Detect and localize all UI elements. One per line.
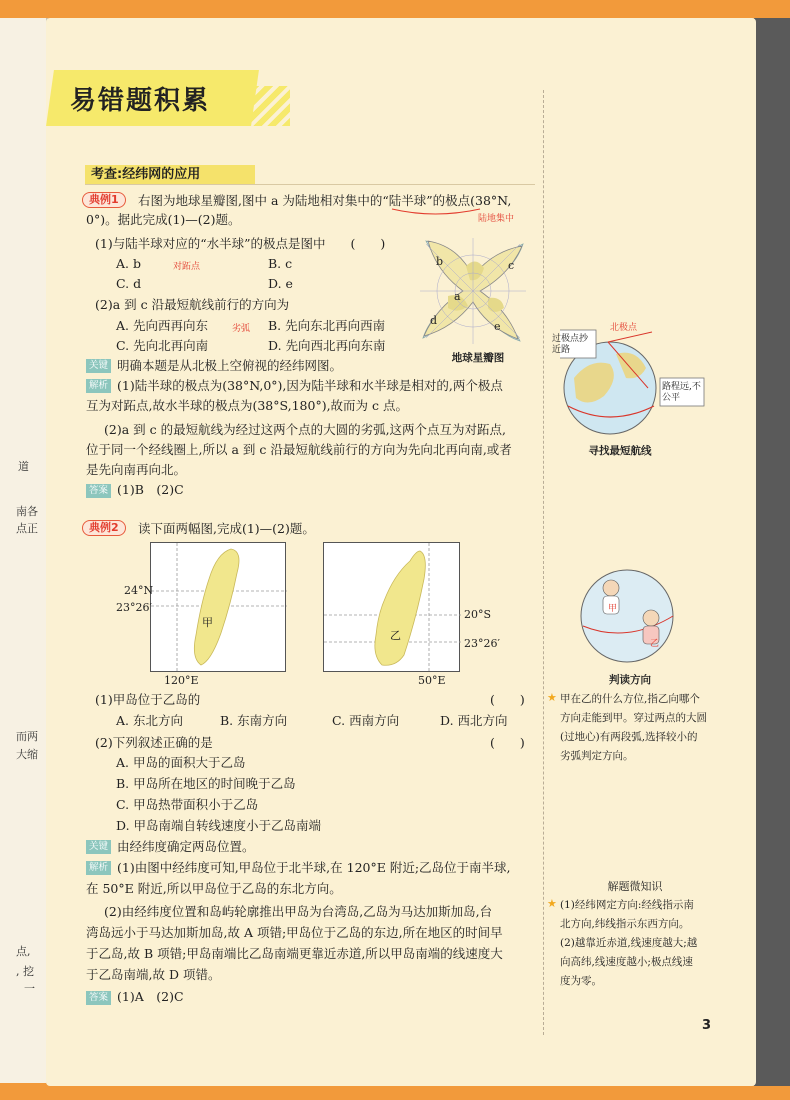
- map2-lat-20s: 20°S: [464, 608, 492, 621]
- shortest-route-caption: 寻找最短航线: [588, 445, 652, 457]
- ex2-q2-paren: ( ): [490, 735, 525, 750]
- ex2-q2-opt-c: C. 甲岛热带面积小于乙岛: [116, 797, 259, 812]
- map2-label-yi: 乙: [390, 629, 401, 642]
- answer-tag-2: 答案: [86, 991, 111, 1005]
- direction-reading-illustration: [575, 566, 685, 666]
- topic-label: 考查:经纬网的应用: [85, 165, 255, 185]
- map1-lon-120e: 120°E: [164, 674, 199, 687]
- ex2-q1-opt-b: B. 东南方向: [220, 713, 288, 728]
- left-fragment: 点,: [16, 945, 31, 958]
- ex1-q1-opt-c: C. d: [116, 276, 142, 291]
- ex1-analysis-line: 互为对跖点,故水半球的极点为(38°S,180°),故而为 c 点。: [86, 398, 409, 413]
- example-1-badge: 典例1: [82, 192, 126, 208]
- header-stripes: [230, 86, 290, 126]
- ex1-q2-opt-c: C. 先向北再向南: [116, 338, 209, 353]
- ex1-q2-opt-b: B. 先向东北再向西南: [268, 318, 386, 333]
- star-icon: ★: [547, 691, 557, 704]
- map-label-d: d: [430, 314, 438, 327]
- map1-label-jia: 甲: [202, 616, 213, 629]
- ex2-analysis-line: 湾岛远小于马达加斯加岛,故 A 项错;甲岛位于乙岛的东边,所在地区的时间早: [86, 925, 503, 940]
- left-fragment: 而两: [16, 730, 38, 743]
- ex2-q1-opt-a: A. 东北方向: [116, 713, 183, 728]
- ex1-q2: (2)a 到 c 沿最短航线前行的方向为: [95, 297, 290, 312]
- tip-line: (过地心)有两段弧,选择较小的: [560, 731, 698, 743]
- left-fragment: , 挖: [16, 965, 34, 978]
- table-surface: [754, 18, 790, 1086]
- ex1-analysis-line: (1)陆半球的极点为(38°N,0°),因为陆半球和水半球是相对的,两个极点: [117, 378, 503, 393]
- map-label-e: e: [494, 320, 501, 333]
- answer-tag-1: 答案: [86, 484, 111, 498]
- ex2-analysis-line: (2)由经纬度位置和岛屿轮廓推出甲岛为台湾岛,乙岛为马达加斯加岛,台: [104, 904, 493, 919]
- fig2-label-jia: 甲: [608, 604, 618, 614]
- ex2-key: 由经纬度确定两岛位置。: [117, 839, 255, 854]
- fig2-label-yi: 乙: [650, 639, 660, 649]
- ex1-analysis-line: 是先向南再向北。: [86, 462, 187, 477]
- ex2-q2-opt-a: A. 甲岛的面积大于乙岛: [116, 755, 246, 770]
- column-separator: [543, 90, 544, 1035]
- land-note: 陆地集中: [478, 214, 515, 224]
- shortcut-label: 过极点抄近路: [552, 334, 589, 355]
- ex1-answer: (1)B (2)C: [117, 482, 184, 497]
- micro-line: (1)经纬网定方向:经线指示南: [560, 899, 694, 911]
- ex1-q1-opt-d: D. e: [268, 276, 293, 291]
- ex1-q1-opt-b: B. c: [268, 256, 293, 271]
- tip-line: 甲在乙的什么方位,指乙向哪个: [560, 693, 700, 705]
- ex1-stem-line2: 0°)。据此完成(1)—(2)题。: [86, 212, 241, 227]
- key-tag-2: 关键: [86, 840, 111, 854]
- map1-lat-24n: 24°N: [124, 584, 154, 597]
- ex2-analysis-line: 在 50°E 附近,所以甲岛位于乙岛的东北方向。: [86, 881, 342, 896]
- minor-arc-note: 劣弧: [232, 324, 251, 334]
- tip-line: 劣弧判定方向。: [560, 750, 634, 762]
- left-fragment: 道: [18, 460, 29, 473]
- madagascar-map: [323, 542, 460, 672]
- page-title: 易错题积累: [70, 86, 211, 116]
- topic-underline: [85, 184, 535, 185]
- star-map-caption: 地球星瓣图: [451, 352, 505, 364]
- ex2-analysis-line: 于乙岛南端,故 D 项错。: [86, 967, 221, 982]
- left-fragment: 一: [24, 982, 35, 995]
- tip-line: 方向走能到甲。穿过两点的大圆: [560, 712, 707, 724]
- ex2-stem: 读下面两幅图,完成(1)—(2)题。: [138, 521, 315, 536]
- star-icon: ★: [547, 897, 557, 910]
- ex1-stem-line1: 右图为地球星瓣图,图中 a 为陆地相对集中的“陆半球”的极点(38°N,: [138, 193, 512, 208]
- micro-line: (2)越靠近赤道,线速度越大;越: [560, 937, 698, 949]
- page-number: 3: [702, 1018, 712, 1033]
- ex2-answer: (1)A (2)C: [117, 989, 184, 1004]
- analysis-tag-1: 解析: [86, 379, 111, 393]
- ex2-q1-opt-d: D. 西北方向: [440, 713, 508, 728]
- example-2-badge: 典例2: [82, 520, 126, 536]
- map-label-c: c: [508, 259, 515, 272]
- micro-knowledge-title: 解题微知识: [607, 880, 663, 893]
- direction-reading-caption: 判读方向: [609, 674, 651, 686]
- left-fragment: 南各: [16, 505, 38, 518]
- north-pole-label: 北极点: [610, 323, 638, 333]
- ex1-q1: (1)与陆半球对应的“水半球”的极点是图中 ( ): [95, 236, 386, 251]
- ex2-q1-paren: ( ): [490, 692, 525, 707]
- left-fragment: 点正: [16, 522, 38, 535]
- ex2-q1-opt-c: C. 西南方向: [332, 713, 400, 728]
- ex1-q2-opt-d: D. 先向西北再向东南: [268, 338, 386, 353]
- ex2-q2: (2)下列叙述正确的是: [95, 735, 213, 750]
- micro-line: 度为零。: [560, 975, 602, 987]
- ex2-analysis-line: (1)由图中经纬度可知,甲岛位于北半球,在 120°E 附近;乙岛位于南半球,: [117, 860, 511, 875]
- key-tag-1: 关键: [86, 359, 111, 373]
- ex2-q1: (1)甲岛位于乙岛的: [95, 692, 201, 707]
- ex1-key: 明确本题是从北极上空俯视的经纬网图。: [117, 358, 343, 373]
- ex1-q1-opt-a: A. b: [116, 256, 141, 271]
- antipode-note: 对跖点: [173, 262, 201, 272]
- micro-line: 向高纬,线速度越小;极点线速: [560, 956, 693, 968]
- ex1-analysis-line: 位于同一个经线圈上,所以 a 到 c 沿最短航线前行的方向为先向北再向南,或者: [86, 442, 512, 457]
- star-petal-map: [418, 236, 528, 346]
- ex1-q2-opt-a: A. 先向西再向东: [116, 318, 208, 333]
- left-page-edge: [0, 18, 48, 1083]
- map1-lat-2326: 23°26′: [116, 601, 152, 614]
- map-label-b: b: [436, 255, 444, 268]
- micro-line: 北方向,纬线指示东西方向。: [560, 918, 690, 930]
- ex2-analysis-line: 于乙岛,故 B 项错;甲岛南端比乙岛南端更靠近赤道,所以甲岛南端的线速度大: [86, 946, 503, 961]
- map2-lat-2326: 23°26′: [464, 637, 500, 650]
- analysis-tag-2: 解析: [86, 861, 111, 875]
- ex1-analysis-line: (2)a 到 c 的最短航线为经过这两个点的大圆的劣弧,这两个点互为对跖点,: [104, 422, 507, 437]
- taiwan-map: [150, 542, 286, 672]
- map-label-a: a: [454, 290, 461, 303]
- long-route-label: 路程远,不公平: [662, 382, 701, 403]
- left-fragment: 大缩: [16, 748, 38, 761]
- ex2-q2-opt-b: B. 甲岛所在地区的时间晚于乙岛: [116, 776, 296, 791]
- ex2-q2-opt-d: D. 甲岛南端自转线速度小于乙岛南端: [116, 818, 322, 833]
- map2-lon-50e: 50°E: [418, 674, 446, 687]
